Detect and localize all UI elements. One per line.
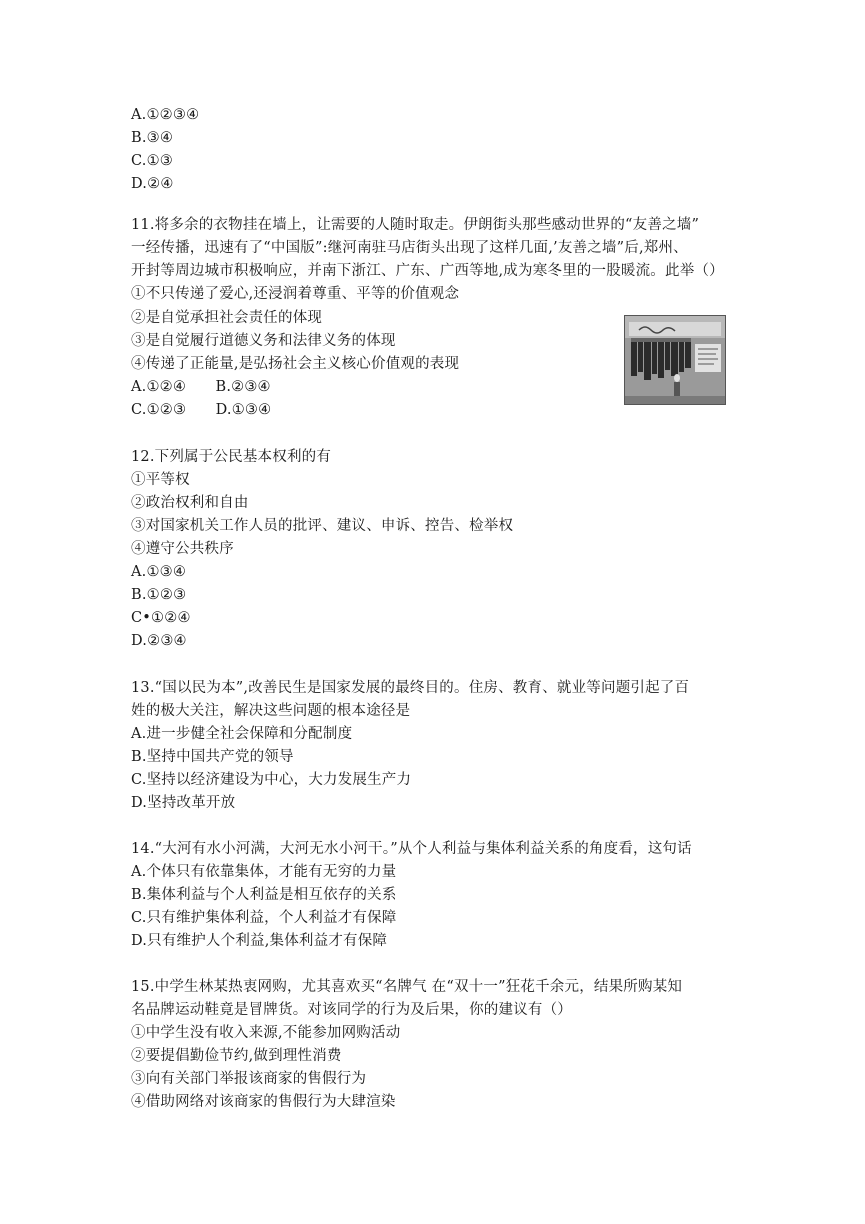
text-line: ③是自觉履行道德义务和法律义务的体现: [131, 333, 396, 349]
text-line: ②是自觉承担社会责任的体现: [131, 310, 323, 326]
text-line: 15.中学生林某热衷网购，尤其喜欢买“名牌气 在“双十一”狂花千余元，结果所购某知: [131, 979, 683, 995]
text-line: A.①②③④: [131, 107, 200, 123]
text-line: ①不只传递了爱心,还浸润着尊重、平等的价值观念: [131, 286, 460, 302]
text-line: C•①②④: [131, 610, 191, 626]
text-line: D.坚持改革开放: [131, 795, 236, 811]
text-line: ③向有关部门举报该商家的售假行为: [131, 1071, 367, 1087]
text-line: ④遵守公共秩序: [131, 541, 234, 557]
text-line: D.②③④: [131, 633, 187, 649]
text-line: ②要提倡勤俭节约,做到理性消费: [131, 1048, 342, 1064]
text-line: B.③④: [131, 130, 174, 146]
text-line: ④传递了正能量,是弘扬社会主义核心价值观的表现: [131, 356, 460, 372]
text-line: 12.下列属于公民基本权利的有: [131, 449, 332, 465]
text-line: 名品牌运动鞋竟是冒牌货。对该同学的行为及后果，你的建议有（）: [131, 1002, 572, 1018]
text-line: B.集体利益与个人利益是相互依存的关系: [131, 887, 397, 903]
text-line: C.①②③ D.①③④: [131, 402, 272, 418]
text-line: ①平等权: [131, 472, 190, 488]
text-line: ①中学生没有收入来源,不能参加网购活动: [131, 1025, 401, 1041]
text-line: 11.将多余的衣物挂在墙上，让需要的人随时取走。伊朗街头那些感动世界的“友善之墙”: [131, 217, 700, 233]
text-line: 开封等周边城市积极响应，并南下浙江、广东、广西等地,成为寒冬里的一股暖流。此举（）: [131, 263, 724, 279]
text-line: A.进一步健全社会保障和分配制度: [131, 726, 353, 742]
text-line: B.坚持中国共产党的领导: [131, 749, 294, 765]
text-line: 一经传播，迅速有了“中国版”:继河南驻马店街头出现了这样几面,’友善之墙”后,郑州、: [131, 240, 688, 256]
text-line: ②政治权利和自由: [131, 495, 249, 511]
text-line: D.只有维护人个利益,集体利益才有保障: [131, 933, 388, 949]
text-line: 13.“国以民为本”,改善民生是国家发展的最终目的。住房、教育、就业等问题引起了百: [131, 680, 690, 696]
text-line: D.②④: [131, 176, 174, 192]
text-line: C.只有维护集体利益，个人利益才有保障: [131, 910, 397, 926]
text-line: 姓的极大关注，解决这些问题的根本途径是: [131, 703, 411, 719]
text-line: C.坚持以经济建设为中心，大力发展生产力: [131, 772, 412, 788]
text-line: A.①③④: [131, 564, 187, 580]
text-line: ④借助网络对该商家的售假行为大肆渲染: [131, 1094, 396, 1110]
text-line: C.①③: [131, 153, 173, 169]
text-line: A.个体只有依靠集体，才能有无穷的力量: [131, 864, 397, 880]
text-line: A.①②④ B.②③④: [131, 379, 271, 395]
text-line: ③对国家机关工作人员的批评、建议、申诉、控告、检举权: [131, 518, 514, 534]
text-line: 14.“大河有水小河满，大河无水小河干。”从个人利益与集体利益关系的角度看，这句话: [131, 841, 692, 857]
text-line: B.①②③: [131, 587, 187, 603]
friendship-wall-photo: [624, 315, 726, 405]
